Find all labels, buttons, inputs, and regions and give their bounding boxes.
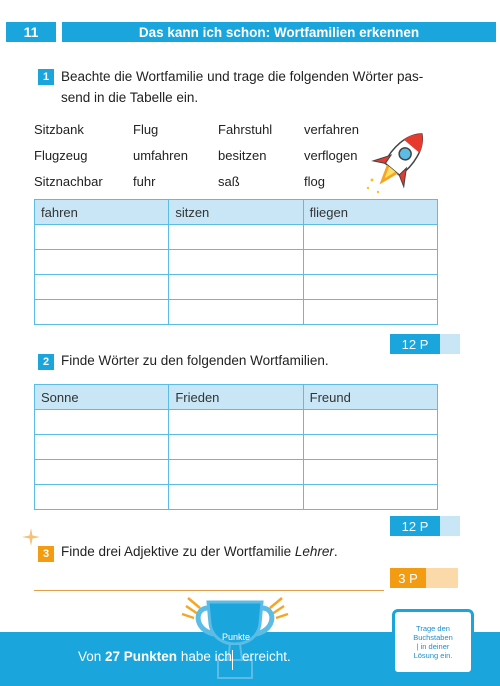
trophy-label: Punkte xyxy=(222,632,251,642)
word-item: Flugzeug xyxy=(34,148,88,163)
footer-total-points: 27 Punkten xyxy=(105,649,178,664)
task-2-instruction: Finde Wörter zu den folgenden Wortfamilien. xyxy=(61,353,329,368)
answer-cell[interactable] xyxy=(35,275,169,300)
hint-line: Lösung ein. xyxy=(413,651,453,660)
answer-cell[interactable] xyxy=(169,435,303,460)
word-item: flog xyxy=(304,174,325,189)
answer-cell[interactable] xyxy=(303,300,437,325)
task-3-score-box xyxy=(390,568,458,588)
answer-cell[interactable] xyxy=(303,410,437,435)
word-item: saß xyxy=(218,174,240,189)
score-field[interactable] xyxy=(440,334,460,354)
table-header: Sonne xyxy=(35,385,169,410)
word-item: verfahren xyxy=(304,122,359,137)
task-2-points: 12 P xyxy=(390,516,440,536)
answer-cell[interactable] xyxy=(35,300,169,325)
hint-box xyxy=(392,609,474,675)
answer-line[interactable] xyxy=(34,590,384,591)
answer-cell[interactable] xyxy=(35,435,169,460)
footer-text-after: erreicht. xyxy=(242,649,291,664)
answer-cell[interactable] xyxy=(35,485,169,510)
answer-cell[interactable] xyxy=(169,275,303,300)
task-3-text-suffix: . xyxy=(333,544,338,559)
task-1-instruction-line1: Beachte die Wortfamilie und trage die folgenden Wörter pas- xyxy=(61,69,424,84)
table-row xyxy=(35,485,438,510)
footer-text-before: Von xyxy=(78,649,106,664)
answer-cell[interactable] xyxy=(169,410,303,435)
rocket-icon xyxy=(360,122,440,200)
answer-cell[interactable] xyxy=(303,485,437,510)
word-item: fuhr xyxy=(133,174,156,189)
word-item: Fahrstuhl xyxy=(218,122,273,137)
answer-cell[interactable] xyxy=(35,250,169,275)
answer-cell[interactable] xyxy=(169,300,303,325)
score-field[interactable] xyxy=(440,516,460,536)
answer-cell[interactable] xyxy=(303,435,437,460)
word-item: Flug xyxy=(133,122,159,137)
answer-cell[interactable] xyxy=(303,225,437,250)
task-1-table xyxy=(34,199,438,325)
task-1-instruction xyxy=(61,66,423,108)
table-header: Freund xyxy=(303,385,437,410)
word-item: Sitznachbar xyxy=(34,174,103,189)
hint-line: Buchstaben xyxy=(413,633,453,642)
star-icon xyxy=(22,528,40,546)
answer-cell[interactable] xyxy=(303,250,437,275)
table-row xyxy=(35,275,438,300)
score-field[interactable] xyxy=(426,568,458,588)
answer-cell[interactable] xyxy=(169,250,303,275)
table-row xyxy=(35,300,438,325)
task-3-points: 3 P xyxy=(390,568,426,588)
task-2-table xyxy=(34,384,438,510)
table-row xyxy=(35,460,438,485)
answer-cell[interactable] xyxy=(303,460,437,485)
table-row xyxy=(35,410,438,435)
answer-cell[interactable] xyxy=(169,225,303,250)
task-3-instruction xyxy=(61,541,338,562)
task-1-number: 1 xyxy=(38,69,54,85)
page-number: 11 xyxy=(6,22,56,42)
table-row xyxy=(35,250,438,275)
word-item: umfahren xyxy=(133,148,188,163)
page-title: Das kann ich schon: Wortfamilien erkennen xyxy=(62,22,496,42)
task-1-instruction-line2: send in die Tabelle ein. xyxy=(61,90,199,105)
task-1-points: 12 P xyxy=(390,334,440,354)
table-row xyxy=(35,435,438,460)
hint-line: Trage den xyxy=(416,624,450,633)
table-header: fahren xyxy=(35,200,169,225)
table-row xyxy=(35,225,438,250)
points-entry-line[interactable] xyxy=(232,650,233,670)
table-header: fliegen xyxy=(303,200,437,225)
footer-text-middle: habe ich xyxy=(177,649,232,664)
answer-cell[interactable] xyxy=(169,485,303,510)
task-2-number: 2 xyxy=(38,354,54,370)
word-item: besitzen xyxy=(218,148,267,163)
answer-cell[interactable] xyxy=(35,410,169,435)
task-2-score-box xyxy=(390,516,460,536)
answer-cell[interactable] xyxy=(35,460,169,485)
task-3-text-prefix: Finde drei Adjektive zu der Wortfamilie xyxy=(61,544,295,559)
answer-cell[interactable] xyxy=(169,460,303,485)
answer-cell[interactable] xyxy=(303,275,437,300)
word-item: Sitzbank xyxy=(34,122,84,137)
task-3-text-word: Lehrer xyxy=(294,544,334,559)
table-header: Frieden xyxy=(169,385,303,410)
footer-sentence xyxy=(78,649,232,664)
task-1-score-box xyxy=(390,334,460,354)
hint-line: | in deiner xyxy=(416,642,450,651)
table-header: sitzen xyxy=(169,200,303,225)
answer-cell[interactable] xyxy=(35,225,169,250)
task-3-number: 3 xyxy=(38,546,54,562)
word-item: verflogen xyxy=(304,148,358,163)
